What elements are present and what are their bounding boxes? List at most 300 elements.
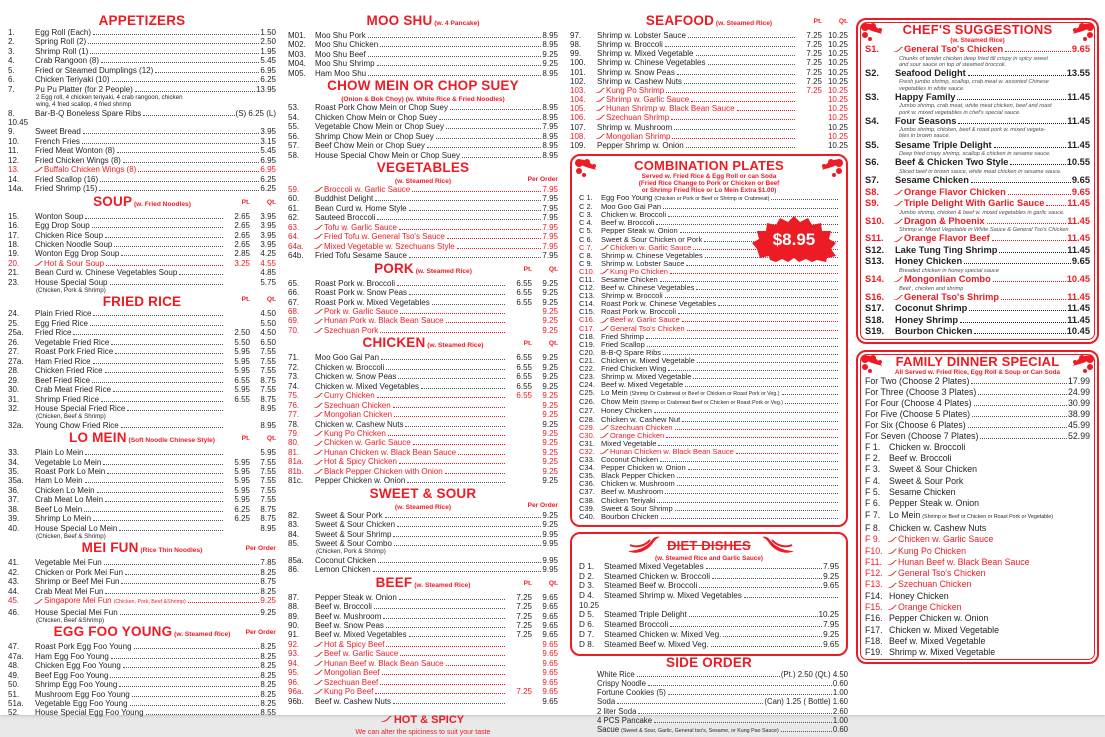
- item-number: C33.: [579, 455, 595, 465]
- dots-leader: [386, 646, 505, 647]
- item-number: 6.: [8, 75, 15, 85]
- item-name: Beef Chow Mein or Chop Suey: [315, 141, 425, 151]
- diet-subtitle: (w. Steamed Rice and Garlic Sauce): [654, 554, 764, 562]
- dots-leader: [723, 636, 822, 637]
- dots-leader: [383, 618, 505, 619]
- item-price: 7.95: [542, 203, 558, 213]
- chili-pepper-icon: [887, 548, 897, 555]
- dots-leader: [409, 294, 505, 295]
- item-number: 16.: [8, 221, 20, 231]
- item-price: 7.95: [542, 194, 558, 204]
- item-price-pint: 5.95: [234, 476, 250, 486]
- dots-leader: [458, 454, 505, 455]
- item-price: 2.50: [260, 37, 276, 47]
- item-name: Bean Curd w. Home Style: [315, 203, 407, 213]
- item-name: Four Seasons: [895, 115, 957, 126]
- item-price: 0.60: [832, 678, 848, 688]
- item-price-quart: 3.95: [260, 230, 276, 240]
- dots-leader: [400, 313, 505, 314]
- menu-item-row: [570, 716, 848, 725]
- item-number: 17.: [8, 230, 20, 240]
- item-name: Chicken w. Broccoli: [315, 362, 385, 372]
- item-name: House Special Soup: [35, 277, 108, 287]
- item-number: 30.: [8, 385, 20, 395]
- menu-item-row: [570, 688, 848, 697]
- item-price-pint: 7.25: [806, 76, 822, 86]
- dots-leader: [670, 273, 838, 274]
- section-title: MOO SHU: [366, 13, 433, 28]
- item-number: S5.: [865, 139, 879, 150]
- family-title: FAMILY DINNER SPECIAL: [895, 353, 1060, 369]
- item-number: 80.: [288, 438, 300, 448]
- item-name: B-B-Q Spare Ribs: [601, 347, 662, 357]
- item-name: Crab Rangoon (8): [35, 56, 100, 66]
- item-price-quart: 7.55: [260, 457, 276, 467]
- dots-leader: [446, 128, 541, 129]
- menu-item-row: [8, 146, 276, 155]
- item-price-quart: 9.65: [542, 696, 558, 706]
- item-price: 8.25: [260, 651, 276, 661]
- item-number: F14.: [865, 590, 883, 601]
- item-name: House Special Lo Mein: [35, 523, 118, 533]
- dots-leader: [125, 574, 259, 575]
- dots-leader: [658, 445, 838, 446]
- item-price: 7.95: [823, 561, 839, 571]
- item-number: C30.: [579, 430, 595, 440]
- item-name: Roast Pork Egg Foo Young: [35, 642, 132, 652]
- price-column-label: Pt.: [523, 579, 532, 587]
- item-name: Egg Fried Rice: [35, 318, 88, 328]
- dots-leader: [113, 391, 223, 392]
- plan-name: For Seven (Choose 7 Plates): [865, 430, 979, 441]
- item-number: 81b.: [288, 466, 304, 476]
- item-name: Hunan Beef w. Black Bean Sauce: [898, 556, 1030, 567]
- dots-leader: [666, 92, 795, 93]
- menu-item-row: [288, 316, 558, 325]
- item-number: 42.: [8, 567, 20, 577]
- item-price: (Can) 1.25 ( Bottle) 1.60: [764, 697, 848, 707]
- item-name: Fried Shrimp (15): [35, 184, 98, 194]
- item-price-quart: 10.25: [827, 49, 848, 59]
- item-price-quart: 9.65: [542, 668, 558, 678]
- item-number: C35.: [579, 471, 595, 481]
- item-number: 35a.: [8, 476, 24, 486]
- item-price-quart: 8.95: [260, 523, 276, 533]
- item-price-pint: 6.55: [516, 297, 532, 307]
- menu-item-row: [8, 448, 276, 457]
- item-price-quart: 9.25: [542, 466, 558, 476]
- menu-item-row: [288, 420, 558, 429]
- item-name: Spring Roll (2): [35, 37, 87, 47]
- item-name: Seafood Delight: [895, 67, 966, 78]
- item-number: S17.: [865, 303, 885, 314]
- diet-title-row: [579, 537, 839, 555]
- family-item-row: [865, 579, 1090, 590]
- plan-price: 17.99: [1067, 375, 1090, 386]
- item-number: D 2.: [579, 571, 595, 581]
- menu-item-row: [288, 659, 558, 668]
- dots-leader: [93, 315, 223, 316]
- item-price-pint: 6.55: [234, 375, 250, 385]
- item-price-pint: 7.25: [806, 67, 822, 77]
- menu-item-row: [8, 221, 276, 230]
- item-price: 7.95: [823, 620, 839, 630]
- item-name: Moo Goo Gai Pan: [315, 353, 380, 363]
- dots-leader: [114, 246, 223, 247]
- item-name: Szechuan Chicken: [610, 422, 673, 432]
- item-name: Beef w. Mixed Vegetable: [601, 380, 684, 390]
- item-number: C16.: [579, 315, 595, 325]
- item-price: 9.25: [542, 510, 558, 520]
- dots-leader: [377, 219, 541, 220]
- item-price-pint: 7.25: [516, 592, 532, 602]
- item-number: S2.: [865, 67, 879, 78]
- item-price: 9.65: [1071, 256, 1090, 267]
- item-price: 11.45: [1067, 233, 1090, 244]
- item-name: Shrimp or Beef Mei Fun: [35, 577, 120, 587]
- item-number: 50.: [8, 680, 20, 690]
- dots-leader: [393, 407, 505, 408]
- item-number: 102.: [570, 76, 586, 86]
- item-name: Black Pepper Chicken with Onion: [324, 466, 443, 476]
- item-name: French Fries: [35, 136, 80, 146]
- item-name: Fried Chicken Wing: [601, 364, 667, 373]
- item-name: Chicken w. Mushroom: [601, 479, 675, 489]
- item-name: Moo Shu Chicken: [315, 40, 379, 50]
- price-column-label: Qt.: [266, 296, 276, 304]
- item-price-pint: 5.95: [234, 356, 250, 366]
- section-header-sweet-sour: [288, 487, 558, 501]
- family-plan-row: [865, 398, 1090, 409]
- chili-pepper-icon: [893, 46, 903, 53]
- item-name: Steamed Broccoli: [604, 620, 669, 630]
- dots-leader: [661, 518, 838, 519]
- item-name: Chicken or Pork Mei Fun: [35, 567, 124, 577]
- item-number: 69.: [288, 316, 300, 326]
- menu-item-row: [865, 245, 1090, 257]
- item-name: Lo Mein: [889, 509, 921, 520]
- menu-item-row: [8, 608, 276, 617]
- chili-pepper-icon: [313, 224, 323, 231]
- item-number: 14.: [8, 174, 20, 184]
- chili-pepper-icon: [313, 660, 323, 667]
- item-price-quart: 8.75: [260, 504, 276, 514]
- plan-price: 52.99: [1067, 430, 1090, 441]
- item-number: 46.: [8, 607, 20, 617]
- item-number: F 1.: [865, 441, 881, 452]
- chili-pepper-icon: [893, 200, 903, 207]
- menu-item-row: [570, 697, 848, 706]
- dots-leader: [696, 55, 796, 56]
- item-number: C 8.: [579, 250, 593, 260]
- item-price-quart: 10.25: [827, 40, 848, 50]
- item-number: 48.: [8, 661, 20, 671]
- dots-leader: [90, 53, 259, 54]
- item-name: Fried or Steamed Dumplings (12): [35, 65, 154, 75]
- menu-item-row: [8, 85, 276, 94]
- menu-item-row: [288, 194, 558, 203]
- item-price-quart: 9.65: [542, 592, 558, 602]
- item-price: 13.95: [255, 84, 276, 94]
- item-number: 8.: [8, 108, 15, 118]
- item-name: Bar-B-Q Boneless Spare Ribs: [35, 108, 142, 118]
- menu-item-row: [570, 95, 848, 104]
- item-number: 95.: [288, 668, 300, 678]
- corner-ornament-icon: [574, 158, 604, 182]
- dots-leader: [146, 714, 260, 715]
- item-price: 2.60: [832, 706, 848, 716]
- dots-leader: [668, 370, 838, 371]
- item-price-quart: 8.75: [260, 394, 276, 404]
- dots-leader: [447, 238, 542, 239]
- corner-ornament-icon: [860, 22, 890, 46]
- chili-pepper-icon: [313, 688, 323, 695]
- item-number: S7.: [865, 175, 879, 186]
- price-column-label: Pt.: [523, 340, 532, 348]
- item-price: 6.25: [260, 75, 276, 85]
- dots-leader: [637, 676, 780, 677]
- item-price-quart: 7.55: [260, 356, 276, 366]
- family-item-row: [865, 568, 1090, 579]
- menu-item-row: [8, 212, 276, 221]
- item-price: 8.95: [542, 103, 558, 113]
- item-price-quart: 10.25: [827, 113, 848, 123]
- item-price: 10.55: [1066, 157, 1090, 168]
- item-name: Sweet Bread: [35, 127, 81, 137]
- menu-item-row: [288, 438, 558, 447]
- item-number: 25.: [8, 318, 20, 328]
- item-name: Fortune Cookies (5): [597, 688, 666, 698]
- price-column-label: Pt.: [241, 296, 250, 304]
- dots-leader: [693, 378, 838, 379]
- item-number: 76.: [288, 400, 300, 410]
- chili-pepper-icon: [380, 715, 392, 723]
- item-name: Honey Chicken: [889, 590, 949, 601]
- item-number: 7.: [8, 84, 15, 94]
- dots-leader: [960, 322, 1066, 323]
- item-name: Chicken w. Cashew Nuts: [889, 522, 987, 533]
- dots-leader: [684, 83, 795, 84]
- item-name: Wonton Egg Drop Soup: [35, 249, 120, 259]
- item-name: Steamed Beef w. Mixed Veg.: [604, 639, 709, 649]
- section-subtitle: (w. Steamed Rice): [413, 267, 472, 275]
- item-description: Shrimp w. Mixed Vegetable in White Sauce & General Tso's Chicken: [899, 227, 1069, 234]
- item-price-pint: 2.85: [234, 249, 250, 259]
- item-number: D 7.: [579, 629, 595, 639]
- dots-leader: [117, 152, 260, 153]
- item-number: C36.: [579, 479, 595, 489]
- item-number: 54.: [288, 112, 300, 122]
- item-number: M02.: [288, 40, 306, 50]
- item-name: Ham Fried Rice: [35, 356, 91, 366]
- item-price-pint: 2.65: [234, 239, 250, 249]
- item-number: 59.: [288, 184, 300, 194]
- section-title: SIDE ORDER: [665, 654, 752, 670]
- dots-leader: [394, 545, 541, 546]
- dots-leader: [111, 658, 260, 659]
- item-description: Chunks of tender chicken deep fried till crispy in spicy sweet: [899, 55, 1048, 62]
- menu-item-row: [8, 278, 276, 287]
- item-price-quart: 8.75: [260, 375, 276, 385]
- item-price: 6.95: [260, 65, 276, 75]
- item-name: Shrimp w. Cashew Nuts: [597, 76, 682, 86]
- dots-leader: [105, 237, 223, 238]
- item-name: Beef w. Snow Peas: [315, 620, 384, 630]
- item-name: Fried Scallop (16): [35, 174, 99, 184]
- section-subtitle: (Rice Thin Noodles): [138, 547, 203, 555]
- item-name: Roast Pork w. Broccoli: [315, 278, 396, 288]
- item-name: General Tso's Chicken: [610, 323, 685, 333]
- dots-leader: [974, 405, 1067, 406]
- item-number: 53.: [288, 103, 300, 113]
- item-number: S11.: [865, 233, 884, 244]
- item-number: 96.: [288, 677, 300, 687]
- dots-leader: [377, 65, 542, 66]
- item-name: Beef & Chicken Two Style: [895, 157, 1009, 168]
- item-name: Bourbon Chicken: [601, 511, 659, 521]
- item-number: 21.: [8, 268, 20, 278]
- item-number: F 9.: [865, 534, 881, 545]
- item-number: 82.: [288, 510, 300, 520]
- item-price-quart: 9.25: [542, 438, 558, 448]
- family-item-row: [865, 453, 1090, 464]
- menu-item-row: [8, 385, 276, 394]
- item-name: Sacue: [597, 725, 620, 735]
- item-number: 68.: [288, 306, 300, 316]
- dots-leader: [407, 482, 505, 483]
- item-price-quart: 9.25: [542, 288, 558, 298]
- item-price-quart: 9.25: [542, 325, 558, 335]
- item-name: Fried Rice: [35, 328, 72, 338]
- chili-pepper-icon: [313, 459, 323, 466]
- item-price-pint: 6.55: [516, 288, 532, 298]
- price-column-labels: [506, 337, 558, 351]
- item-name: Roast Pork Chow Mein or Chop Suey: [315, 103, 448, 113]
- item-price-pint: 2.50: [234, 328, 250, 338]
- dots-leader: [686, 147, 795, 148]
- item-price-quart: 9.25: [542, 428, 558, 438]
- item-number: D 1.: [579, 561, 595, 571]
- item-price: 9.65: [1071, 175, 1090, 186]
- item-description: Jumbo shrimp, crab meat, white meat chicken, beef and roast: [899, 103, 1052, 110]
- item-price-quart: 5.95: [260, 448, 276, 458]
- dots-leader: [744, 597, 838, 598]
- item-number: 75.: [288, 391, 300, 401]
- dots-leader: [706, 568, 822, 569]
- menu-item-row: [288, 122, 558, 131]
- item-number: C 3.: [579, 210, 593, 220]
- item-subnote: (Chicken, Beef &Shrimp): [36, 617, 105, 625]
- item-price-pint: 5.95: [234, 457, 250, 467]
- item-number: 10.: [8, 136, 20, 146]
- item-price: 8.25: [260, 567, 276, 577]
- item-number: 86.: [288, 565, 300, 575]
- item-number: F10.: [865, 545, 883, 556]
- item-number: C37.: [579, 487, 595, 497]
- menu-item-row: [288, 50, 558, 59]
- dots-leader: [1001, 299, 1066, 300]
- item-price-quart: 10.25: [827, 31, 848, 40]
- chefs-subtitle: (w. Steamed Rice): [950, 37, 1005, 44]
- section-header-side-order: [570, 656, 848, 670]
- item-name: Egg Drop Soup: [35, 221, 90, 231]
- item-number: 27a.: [8, 356, 24, 366]
- item-name: Beef Lo Mein: [35, 504, 83, 514]
- item-number: 79.: [288, 428, 300, 438]
- dots-leader: [964, 263, 1071, 264]
- chili-pepper-icon: [313, 440, 323, 447]
- chili-pepper-icon: [627, 535, 661, 557]
- dots-leader: [93, 520, 223, 521]
- dots-leader: [386, 369, 505, 370]
- item-name: Mongolian Beef: [324, 668, 380, 678]
- menu-column-4: [856, 13, 1099, 664]
- item-price: 8.95: [542, 40, 558, 50]
- item-name: Pu Pu Platter (for 2 People): [35, 84, 133, 94]
- family-plan-row: [865, 409, 1090, 420]
- item-number: 85.: [288, 539, 300, 549]
- diet-dishes-box: [570, 532, 848, 656]
- item-price: (Pt.) 2.50 (Qt.) 4.50: [780, 669, 848, 679]
- item-number: 35.: [8, 466, 20, 476]
- item-name: Lo Mein: [601, 388, 628, 398]
- menu-item-row: [570, 670, 848, 679]
- dots-leader: [427, 147, 542, 148]
- item-note: (Chicken or Pork or Beef or Shrimp or Crabmeat): [654, 196, 770, 203]
- menu-item-row: [8, 376, 276, 385]
- dots-leader: [958, 123, 1066, 124]
- item-price-quart: 9.25: [542, 419, 558, 429]
- dots-leader: [378, 562, 542, 563]
- dots-leader: [969, 310, 1066, 311]
- item-name: Honey Chicken: [895, 256, 963, 267]
- dots-leader: [135, 91, 255, 92]
- dots-leader: [385, 517, 542, 518]
- section-subtitle: (w. 4 Pancake): [432, 20, 480, 27]
- dots-leader: [657, 502, 838, 503]
- item-name: Sesame Chicken: [889, 487, 956, 498]
- item-price: 9.65: [1071, 186, 1090, 197]
- chili-pepper-icon: [887, 604, 897, 611]
- item-price: 8.25: [260, 680, 276, 690]
- item-number: 92.: [288, 639, 300, 649]
- dots-leader: [120, 614, 260, 615]
- menu-item-row: [288, 429, 558, 438]
- dots-leader: [782, 394, 838, 395]
- item-name: Plain Fried Rice: [35, 309, 92, 319]
- item-name: Shrimp w. Mushroom: [597, 122, 673, 132]
- dots-leader: [785, 403, 838, 404]
- item-name: Pepper Shrimp w. Onion: [597, 140, 684, 150]
- price-column-labels: [796, 15, 848, 29]
- menu-item-row: [579, 591, 839, 601]
- item-price-quart: 9.25: [542, 447, 558, 457]
- item-number: 100.: [570, 58, 586, 68]
- item-number: 66.: [288, 288, 300, 298]
- menu-item-row: [570, 707, 848, 716]
- item-number: C 6.: [579, 234, 593, 244]
- item-number: C10.: [579, 266, 595, 276]
- item-name: Sweet & Sour Combo: [315, 539, 392, 549]
- section-header-chicken: [288, 336, 558, 353]
- item-price: 9.25: [542, 49, 558, 59]
- menu-item-row: [288, 141, 558, 150]
- item-number: 56.: [288, 131, 300, 141]
- item-price: 6.95: [260, 155, 276, 165]
- section-subtitle: (w. Steamed Rice): [172, 631, 231, 639]
- chili-pepper-icon: [893, 236, 903, 243]
- corner-ornament-icon: [860, 354, 890, 378]
